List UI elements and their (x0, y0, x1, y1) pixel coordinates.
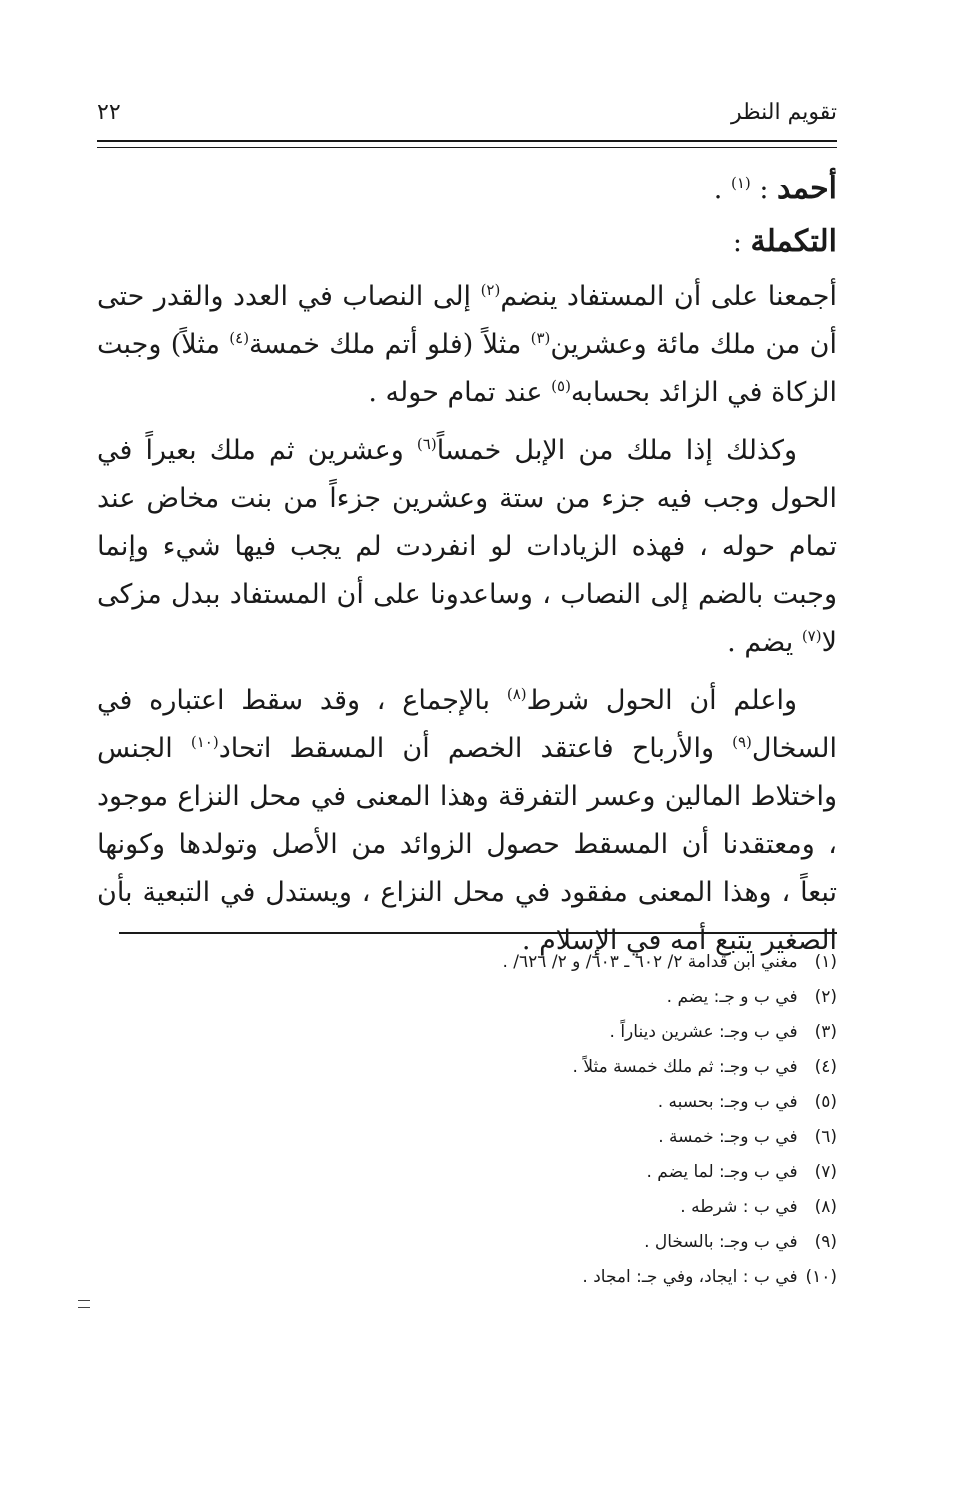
header-rule-thin (97, 147, 837, 148)
footnote-text: في ب وجـ: لما يضم . (646, 1162, 798, 1182)
page-header (97, 100, 837, 136)
text-run: أجمعنا على أن المستفاد ينضم (500, 281, 837, 312)
footnote-item (97, 1260, 837, 1295)
entry-label: أحمد (777, 171, 837, 206)
footnote-ref: (٤) (229, 329, 250, 347)
header-rule-thick (97, 140, 837, 142)
footnotes (97, 945, 837, 1295)
footnote-text: في ب وجـ: بحسبه . (657, 1092, 798, 1112)
text-run: وعشرين ثم ملك بعيراً في الحول وجب فيه جزء من ستة وعشرين جزءاً من بنت مخاض عند تمام حوله ، فهذه الزيادات لو انفردت لم يجب فيها شيء وإنما وجبت بالضم إلى النصاب ، وساعدونا على أن المستفاد ببدل مزكى لا (97, 435, 837, 658)
text-run: مثلاً (فلو أتم ملك خمسة (249, 329, 531, 360)
footnote-number: (٨) (814, 1197, 837, 1217)
text-run: والأرباح فاعتقد الخصم أن المسقط اتحاد (218, 733, 733, 764)
text-run: عند تمام حوله . (368, 377, 552, 408)
footnote-item (97, 945, 837, 980)
footnote-text: في ب وجـ: خمسة . (658, 1127, 798, 1147)
entry-colon: : (750, 174, 778, 205)
footnote-number: (٥) (814, 1092, 837, 1112)
footnote-ref: (١) (730, 174, 751, 192)
paragraphs (97, 273, 837, 965)
footnote-text: في ب : ايجاد، وفي جـ: امجاد . (582, 1267, 798, 1287)
footnote-item (97, 1225, 837, 1260)
footnote-text: في ب وجـ: بالسخال . (644, 1232, 798, 1252)
footnote-text: في ب و جـ: يضم . (666, 987, 798, 1007)
footnote-ref: (٧) (801, 627, 822, 645)
text-run: واعلم أن الحول شرط (526, 685, 797, 716)
footnote-ref: (٣) (530, 329, 551, 347)
footnote-item (97, 1120, 837, 1155)
text-run: بالإجماع ، وقد سقط اعتباره في السخال (97, 685, 837, 764)
text-run: يضم . (727, 627, 802, 658)
paragraph (97, 677, 837, 965)
footnote-number: (١) (814, 952, 837, 972)
footnote-text: مغني ابن قدامة ٢/ ٦٠٢ ـ ٦٠٣/ و ٢/ ٦٢٦/ . (502, 952, 798, 972)
footnote-ref: (٨) (506, 685, 527, 703)
paragraph (97, 273, 837, 417)
footnote-number: (٣) (814, 1022, 837, 1042)
footnote-ref: (٥) (551, 377, 571, 395)
page-number: ٢٢ (97, 100, 121, 125)
text-run: وكذلك إذا ملك من الإبل خمساً (436, 435, 797, 466)
entry-line (97, 165, 837, 214)
footnote-number: (٢) (814, 987, 837, 1007)
footnote-text: في ب : شرطه . (680, 1197, 798, 1217)
entry-end: . (713, 174, 731, 205)
text-run: إلى النصاب في العدد والقدر حتى أن من ملك مائة وعشرين (97, 281, 838, 360)
footnote-number: (٩) (814, 1232, 837, 1252)
paragraph (97, 427, 837, 667)
text-run: الجنس واختلاط المالين وعسر التفرقة وهذا المعنى في محل النزاع موجود ، ومعتقدنا أن المسقط حصول الزوائد من الأصل وتولدها وكونها تبعاً ، وهذا المعنى مفقود في محل النزاع ، ويستدل في التبعية بأن الصغير يتبع أمه في الإسلام . (97, 733, 837, 956)
footnote-item (97, 980, 837, 1015)
footnote-number: (٤) (814, 1057, 837, 1077)
footnote-separator (119, 932, 837, 934)
section-heading-colon: : (732, 227, 751, 258)
footnote-ref: (٩) (732, 733, 752, 751)
footnote-item (97, 1155, 837, 1190)
footnote-number: (٧) (814, 1162, 837, 1182)
footnote-ref: (١٠) (190, 733, 219, 751)
main-text (97, 165, 837, 975)
footnote-number: (٦) (814, 1127, 837, 1147)
margin-mark (78, 1300, 90, 1308)
section-heading-label: التكملة (750, 224, 837, 259)
footnote-ref: (٦) (416, 435, 437, 453)
text-run: مثلاً) وجبت الزكاة في الزائد بحسابه (97, 329, 837, 408)
footnote-text: في ب وجـ: ثم ملك خمسة مثلاً . (572, 1057, 798, 1077)
footnote-number: (١٠) (805, 1267, 837, 1287)
footnote-item (97, 1190, 837, 1225)
footnote-item (97, 1085, 837, 1120)
section-heading (97, 218, 837, 267)
footnote-item (97, 1015, 837, 1050)
footnote-ref: (٢) (480, 281, 501, 299)
footnote-item (97, 1050, 837, 1085)
running-title: تقويم النظر (730, 100, 837, 125)
footnote-text: في ب وجـ: عشرين ديناراً . (609, 1022, 798, 1042)
